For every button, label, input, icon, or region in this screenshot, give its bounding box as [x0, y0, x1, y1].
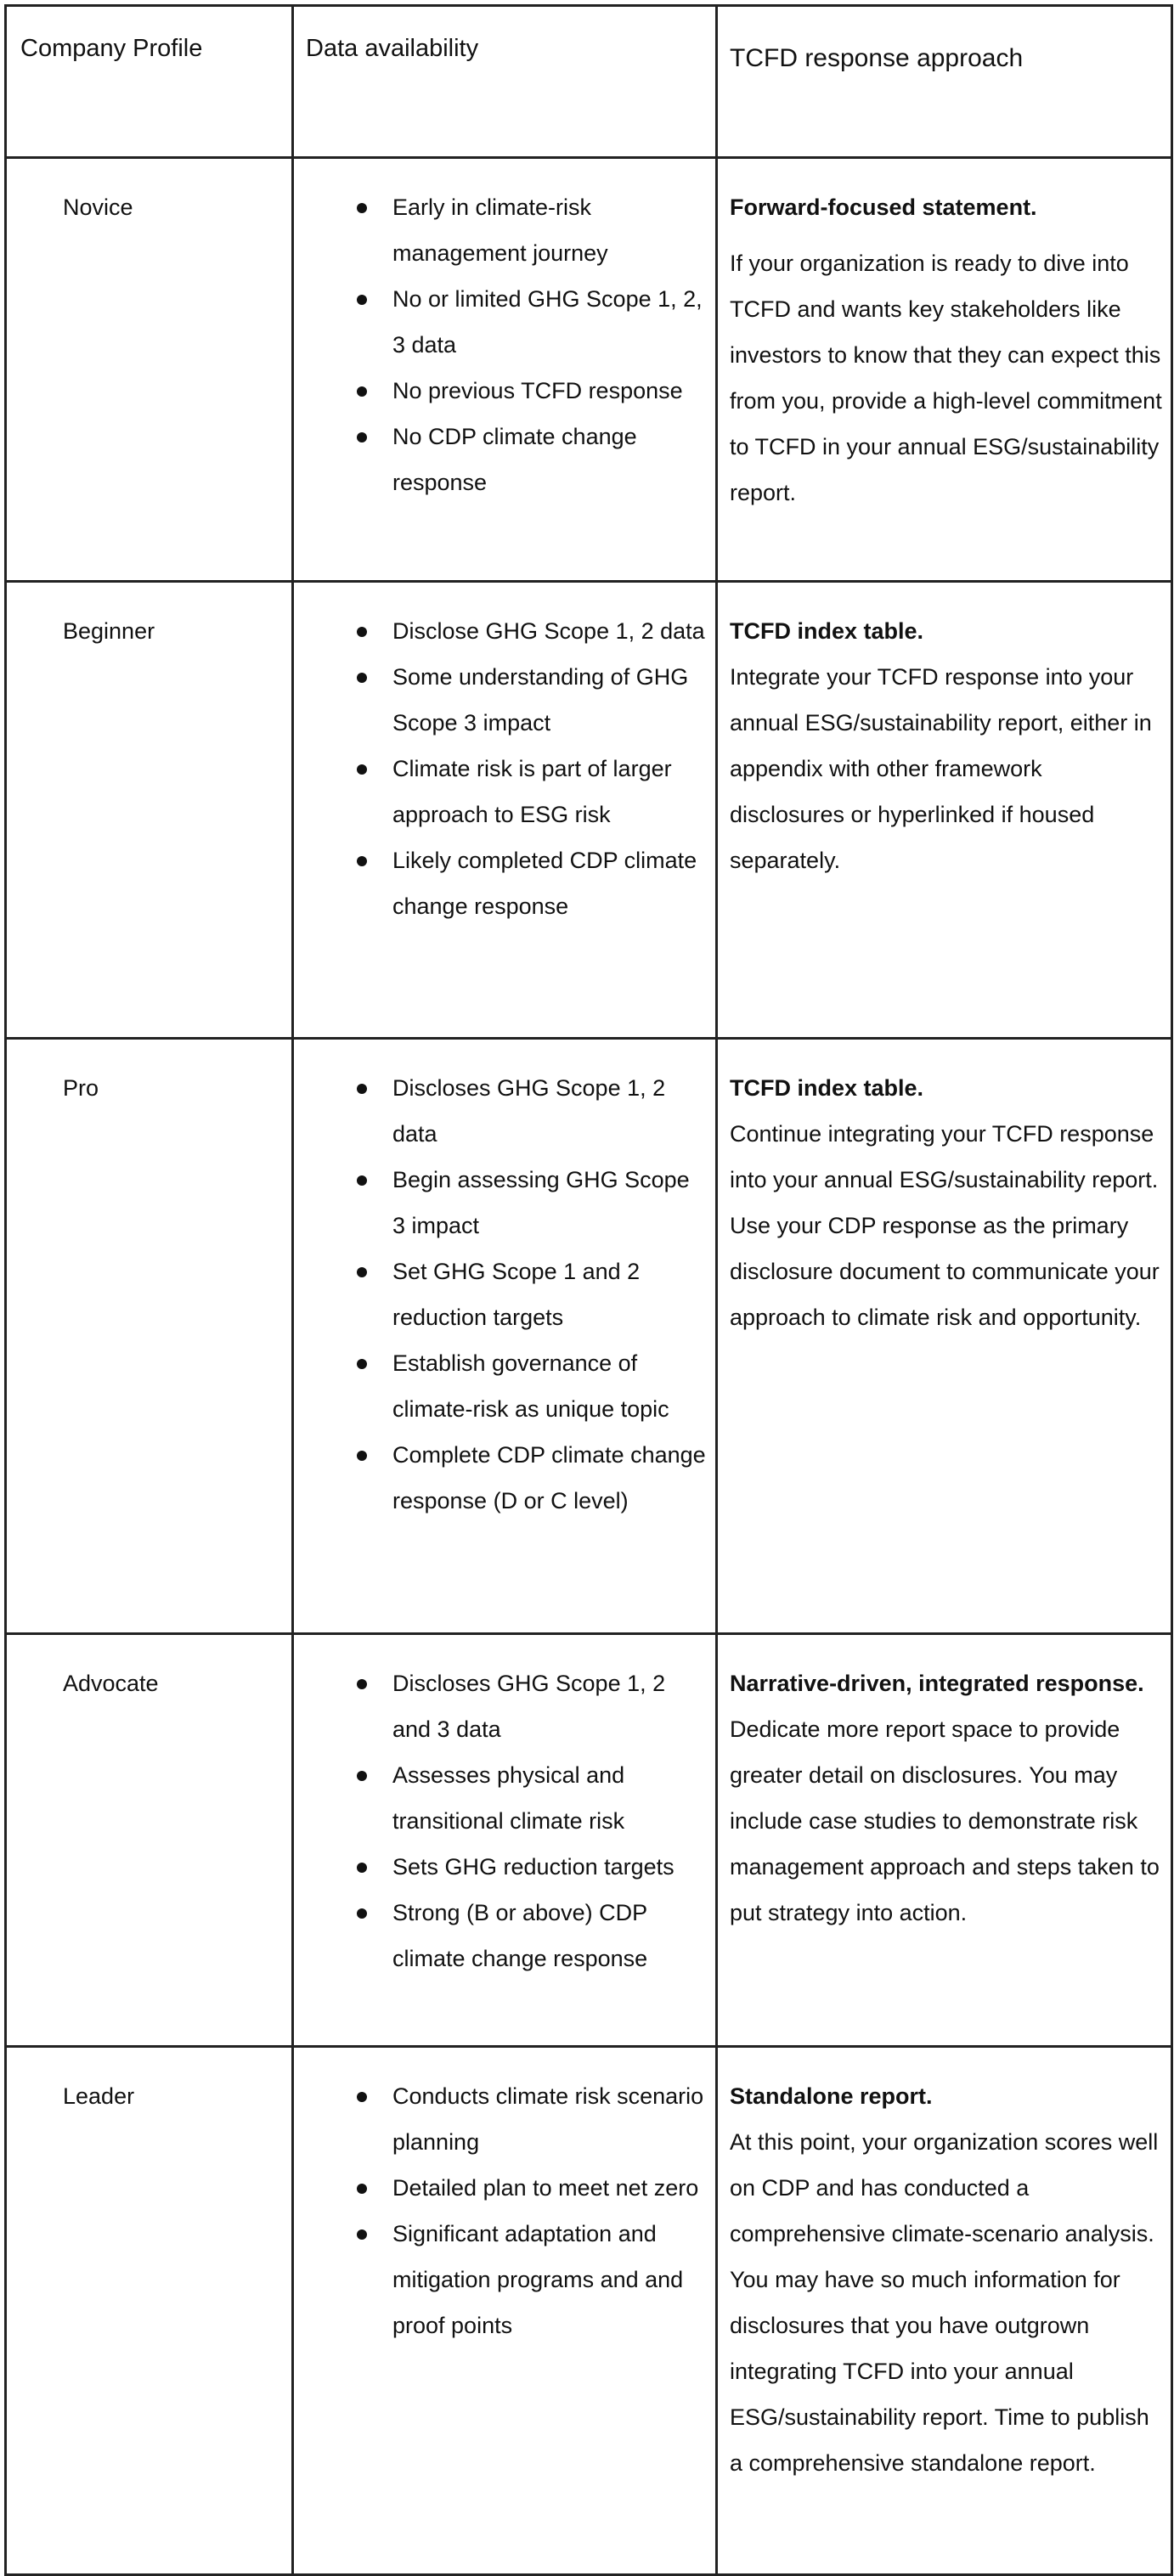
data-availability-cell — [293, 1039, 717, 1634]
table-row — [6, 2047, 1172, 2575]
response-approach-cell — [717, 1634, 1172, 2047]
data-availability-cell — [293, 1634, 717, 2047]
data-availability-item: Detailed plan to meet net zero — [294, 2165, 708, 2211]
data-availability-list — [294, 1040, 715, 1524]
response-body: At this point, your organization scores well on CDP and has conducted a comprehensive climate-scenario analysis. You may have so much information for disclosures that you have outgrown integrating TCFD into your annual ESG/sustainability report. Time to publish a comprehensive standalone report. — [730, 2129, 1159, 2476]
data-availability-item: Set GHG Scope 1 and 2 reduction targets — [294, 1249, 708, 1340]
data-availability-list — [294, 2048, 715, 2348]
response-body: If your organization is ready to dive into TCFD and wants key stakeholders like investors to know that they can expect this from you, provide a high-level commitment to TCFD in your annual ESG/sustainability report. — [730, 251, 1162, 505]
data-availability-item: Disclose GHG Scope 1, 2 data — [294, 608, 708, 654]
data-availability-cell — [293, 582, 717, 1039]
data-availability-item: Complete CDP climate change response (D or C level) — [294, 1432, 708, 1524]
data-availability-cell — [293, 158, 717, 582]
data-availability-item: Sets GHG reduction targets — [294, 1844, 708, 1890]
data-availability-item: Assesses physical and transitional climate risk — [294, 1752, 708, 1844]
data-availability-item: Establish governance of climate-risk as unique topic — [294, 1340, 708, 1432]
response-title: Forward-focused statement. — [730, 194, 1037, 220]
data-availability-item: Discloses GHG Scope 1, 2 data — [294, 1065, 708, 1157]
response-approach-cell — [717, 2047, 1172, 2575]
data-availability-item: No previous TCFD response — [294, 368, 708, 414]
header-row — [6, 6, 1172, 158]
company-profile-cell: Advocate — [6, 1634, 293, 2047]
data-availability-item: Likely completed CDP climate change response — [294, 837, 708, 929]
data-availability-item: Early in climate-risk management journey — [294, 184, 708, 276]
table-row — [6, 1039, 1172, 1634]
header-data-availability: Data availability — [293, 6, 717, 158]
table-row — [6, 158, 1172, 582]
data-availability-cell — [293, 2047, 717, 2575]
table-row — [6, 1634, 1172, 2047]
data-availability-item: No CDP climate change response — [294, 414, 708, 505]
data-availability-item: Some understanding of GHG Scope 3 impact — [294, 654, 708, 746]
header-company-profile: Company Profile — [6, 6, 293, 158]
response-body: Continue integrating your TCFD response into your annual ESG/sustainability report. Use your CDP response as the primary disclosure document to communicate your approach to climate risk and opportunity. — [730, 1121, 1160, 1330]
response-approach-cell — [717, 582, 1172, 1039]
company-profile-cell: Beginner — [6, 582, 293, 1039]
data-availability-list — [294, 159, 715, 505]
data-availability-item: Significant adaptation and mitigation programs and and proof points — [294, 2211, 708, 2348]
company-profile-cell: Pro — [6, 1039, 293, 1634]
response-approach-cell — [717, 1039, 1172, 1634]
data-availability-item: Conducts climate risk scenario planning — [294, 2073, 708, 2165]
response-title: TCFD index table. — [730, 1075, 924, 1101]
data-availability-item: Strong (B or above) CDP climate change response — [294, 1890, 708, 1981]
company-profile-cell: Novice — [6, 158, 293, 582]
data-availability-item: No or limited GHG Scope 1, 2, 3 data — [294, 276, 708, 368]
table-row — [6, 582, 1172, 1039]
response-title: Standalone report. — [730, 2083, 933, 2109]
response-title: Narrative-driven, integrated response. — [730, 1671, 1144, 1696]
data-availability-item: Climate risk is part of larger approach to ESG risk — [294, 746, 708, 837]
response-body: Integrate your TCFD response into your annual ESG/sustainability report, either in appendix with other framework disclosures or hyperlinked if housed separately. — [730, 664, 1152, 873]
header-tcfd-response: TCFD response approach — [717, 6, 1172, 158]
company-profile-cell: Leader — [6, 2047, 293, 2575]
response-body: Dedicate more report space to provide greater detail on disclosures. You may include case studies to demonstrate risk management approach and steps taken to put strategy into action. — [730, 1716, 1160, 1925]
response-approach-cell — [717, 158, 1172, 582]
data-availability-item: Discloses GHG Scope 1, 2 and 3 data — [294, 1660, 708, 1752]
data-availability-list — [294, 1635, 715, 1981]
response-title: TCFD index table. — [730, 618, 924, 644]
data-availability-list — [294, 583, 715, 929]
data-availability-item: Begin assessing GHG Scope 3 impact — [294, 1157, 708, 1249]
tcfd-approach-table — [4, 4, 1173, 2576]
